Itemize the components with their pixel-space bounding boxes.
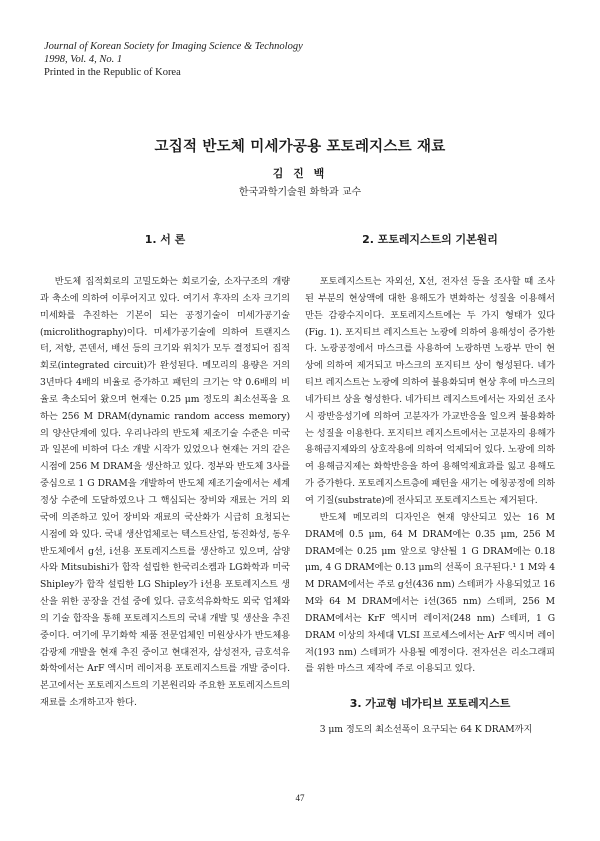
negative-heading: 3. 가교형 네가티브 포토레지스트 (349, 697, 511, 711)
intro-heading: 1. 서 론 (144, 233, 186, 246)
page-number: 47 (295, 793, 305, 803)
author-name: 김 진 백 (272, 167, 328, 180)
left-column (40, 232, 290, 712)
journal-volume: 1998, Vol. 4, No. 1 (44, 54, 123, 65)
right-column (305, 232, 555, 739)
principle-paragraph-1: 포토레지스트는 자외선, X선, 전자선 등을 조사할 때 조사된 부분의 현상액에 대한 용해도가 변화하는 성질을 이용해서 만든 감광수지이다. 포토레지스트에는 두 가지 형태가 있다(Fig. 1). 포지티브 레지스트는 노광에 의하여 용해성이 증가한다. 노광공정에서 마스크를 사용하여 노광하면 노광부 만이 현상에 의하여 제거되고 마스크의 포지티브 상이 형성된다. 네가티브 레지스트는 노광에 의하여 불용화되며 현상 후에 마스크의 네가티브 상을 형성한다. 네가티브 레지스트에서는 자외선 조사시 광반응성기에 의하여 고분자가 가교반응을 일으켜 불용화하는 성질을 이용한다. 포지티브 레지스트에서는 고분자의 용해가 용해금지제와의 상호작용에 의하여 억제되어 있다. 노광에 의하여 용해금지제는 화학반응을 하여 용해억제효과를 잃고 용해도가 증가한다. 포토레지스트층에 패턴을 새기는 에칭공정에 의하여 기질(substrate)에 전사되고 포토레지스트는 제거된다. (305, 276, 555, 506)
journal-header (44, 40, 303, 79)
printed-note: Printed in the Republic of Korea (44, 67, 181, 78)
article-title: 고집적 반도체 미세가공용 포토레지스트 재료 (154, 139, 446, 155)
author-affiliation: 한국과학기술원 화학과 교수 (238, 187, 362, 198)
principle-paragraph-2: 반도체 메모리의 디자인은 현재 양산되고 있는 16 M DRAM에 0.5 μm, 64 M DRAM에는 0.35 μm, 256 M DRAM에는 0.25 μm 앞으로 양산될 1 G DRAM에는 0.18 μm, 4 G DRAM에는 0.13 μm의 선폭이 요구된다.¹ 1 M와 4 M DRAM에서는 주로 g선(436 nm) 스테퍼가 사용되었고 16 M와 64 M DRAM에서는 i선(365 nm) 스테퍼, 256 M DRAM에서는 KrF 엑시머 레이저(248 nm) 스테퍼, 1 G DRAM 이상의 차세대 VLSI 프로세스에서는 ArF 엑시머 레이저(193 nm) 스테퍼가 사용될 예정이다. 전자선은 리소그래피를 위한 마스크 제작에 주로 이용되고 있다. (305, 511, 555, 675)
principle-heading: 2. 포토레지스트의 기본원리 (362, 233, 498, 246)
negative-paragraph: 3 μm 정도의 최소선폭이 요구되는 64 K DRAM까지 (319, 724, 533, 736)
journal-name: Journal of Korean Society for Imaging Science & Technology (44, 41, 303, 52)
intro-paragraph: 반도체 집적회로의 고밀도화는 회로기술, 소자구조의 개량과 축소에 의하여 이루어지고 있다. 여기서 후자의 소자 크기의 미세화를 추진하는 기본이 되는 공정기술이 미세가공기술(microlithography)이다. 미세가공기술에 의하여 트랜지스터, 저항, 콘덴서, 배선 등의 크기와 위치가 모두 결정되어 집적회로(integrated circuit)가 완성된다. 메모리의 용량은 거의 3년마다 4배의 비율로 증가하고 패턴의 크기는 약 0.6배의 비율로 축소되어 왔으며 현재는 0.25 μm 정도의 최소선폭을 요하는 256 M DRAM(dynamic random access memory)의 양산단계에 있다. 우리나라의 반도체 제조기술 수준은 미국과 일본에 비하여 다소 개발 시작가 있었으나 현재는 거의 같은 시점에 256 M DRAM을 생산하고 있다. 정부와 반도체 3사를 중심으로 1 G DRAM을 개발하여 반도체 제조기술에서는 세계정상 수준에 도달하였으나 그 핵심되는 장비와 재료는 거의 외국에 의존하고 있어 장비와 재료의 국산화가 시급히 요청되는 시점에 와 있다. 국내 생산업체로는 텍스트산업, 동진화성, 동우반도체에서 g선, i선용 포토레지스트를 생산하고 있으며, 삼양사와 Mitsubishi가 합작 설립한 한국리소켐과 LG화학과 미국 Shipley가 합작 설립한 LG Shipley가 i선용 포토레지스트 생산을 위한 공장을 건설 중에 있다. 금호석유화학도 외국 업체와의 기술 합작을 통해 포토레지스트의 국내 개발 및 생산을 추진 중이다. 여기에 무기화학 제품 전문업체인 미원상사가 반도체용 감광제 개발을 현재 추진 중이고 현대전자, 삼성전자, 금호석유화학에서는 ArF 엑시머 레이저용 포토레지스트를 개발 중이다. 본고에서는 포토레지스트의 기본원리와 주요한 포토레지스트의 재료를 소개하고자 한다. (40, 276, 290, 709)
